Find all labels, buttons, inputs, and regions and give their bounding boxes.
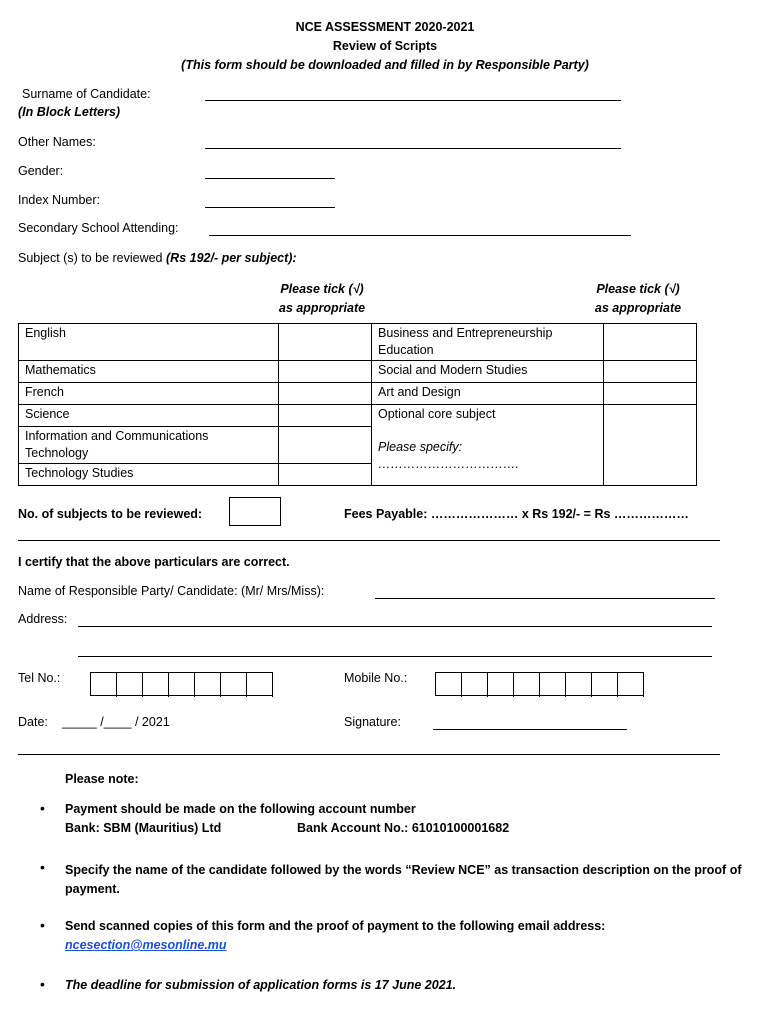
subject-art-design: Art and Design: [372, 383, 604, 405]
tick-optional[interactable]: [604, 405, 697, 486]
tick-art-design[interactable]: [604, 383, 697, 405]
tick-science[interactable]: [279, 405, 372, 427]
gender-label: Gender:: [18, 164, 64, 178]
form-title: NCE ASSESSMENT 2020-2021: [295, 20, 475, 34]
certify-statement: I certify that the above particulars are correct.: [18, 555, 290, 569]
subject-optional: [372, 405, 604, 486]
signature-field[interactable]: [433, 729, 627, 730]
tel-label: Tel No.:: [18, 671, 61, 685]
payment-note: Payment should be made on the following account number: [65, 802, 416, 816]
index-number-label: Index Number:: [18, 193, 100, 207]
bank-name: Bank: SBM (Mauritius) Ltd: [65, 821, 222, 835]
tick-english[interactable]: [279, 324, 372, 361]
bullet-icon: •: [40, 976, 45, 992]
responsible-party-label: Name of Responsible Party/ Candidate: (Mr/ Mrs/Miss):: [18, 584, 325, 598]
email-address[interactable]: ncesection@mesonline.mu: [65, 938, 227, 952]
subject-science: Science: [19, 405, 279, 427]
address-label: Address:: [18, 612, 68, 626]
subject-technology: Technology Studies: [19, 464, 279, 486]
tick-header-right: [578, 280, 698, 318]
tick-ict[interactable]: [279, 427, 372, 464]
divider-2: [18, 754, 720, 755]
subjects-heading: [18, 251, 297, 265]
subject-count-label: No. of subjects to be reviewed:: [18, 507, 203, 521]
date-field[interactable]: _____ /____ / 2021: [62, 715, 170, 729]
subjects-fee: (Rs 192/- per subject):: [166, 251, 297, 265]
address-field-line2[interactable]: [78, 656, 712, 657]
optional-label: Optional core subject: [378, 407, 496, 421]
subjects-table: [18, 323, 697, 486]
subject-business: Business and Entrepreneurship Education: [372, 324, 604, 361]
mobile-field[interactable]: [435, 672, 644, 696]
fees-payable: Fees Payable: ………………… x Rs 192/- = Rs ………………: [344, 507, 689, 521]
subject-social-modern: Social and Modern Studies: [372, 361, 604, 383]
subject-ict: Information and Communications Technology: [19, 427, 279, 464]
tick-header-left-line1: Please tick (√): [280, 282, 364, 296]
bullet-icon: •: [40, 800, 45, 816]
bullet-icon: •: [40, 917, 45, 933]
surname-hint: (In Block Letters): [18, 105, 121, 119]
subject-count-box[interactable]: [229, 497, 281, 526]
deadline-note: The deadline for submission of application forms is 17 June 2021.: [65, 978, 457, 992]
signature-label: Signature:: [344, 715, 401, 729]
notes-title: Please note:: [65, 772, 139, 786]
address-field-line1[interactable]: [78, 626, 712, 627]
other-names-field[interactable]: [205, 148, 621, 149]
divider: [18, 540, 720, 541]
gender-field[interactable]: [205, 178, 335, 179]
tick-header-left: [262, 280, 382, 318]
form-subtitle: Review of Scripts: [332, 39, 438, 53]
index-number-field[interactable]: [205, 207, 335, 208]
email-link[interactable]: [65, 938, 227, 952]
tick-header-right-line1: Please tick (√): [596, 282, 680, 296]
tick-mathematics[interactable]: [279, 361, 372, 383]
school-field[interactable]: [209, 235, 631, 236]
subject-english: English: [19, 324, 279, 361]
bullet-icon: •: [40, 859, 45, 875]
tick-header-right-line2: as appropriate: [594, 301, 682, 315]
send-note: Send scanned copies of this form and the proof of payment to the following email address:: [65, 919, 606, 933]
form-instruction: (This form should be downloaded and filled in by Responsible Party): [181, 58, 589, 72]
responsible-party-field[interactable]: [375, 598, 715, 599]
other-names-label: Other Names:: [18, 135, 96, 149]
date-label: Date:: [18, 715, 48, 729]
tick-social-modern[interactable]: [604, 361, 697, 383]
tel-field[interactable]: [90, 672, 273, 696]
tick-header-left-line2: as appropriate: [278, 301, 366, 315]
school-label: Secondary School Attending:: [18, 221, 179, 235]
mobile-label: Mobile No.:: [344, 671, 408, 685]
optional-specify[interactable]: Please specify: …………………………….: [378, 440, 519, 471]
tick-french[interactable]: [279, 383, 372, 405]
surname-label: Surname of Candidate:: [22, 87, 151, 101]
subjects-label: Subject (s) to be reviewed: [18, 251, 163, 265]
tick-business[interactable]: [604, 324, 697, 361]
subject-mathematics: Mathematics: [19, 361, 279, 383]
tick-technology[interactable]: [279, 464, 372, 486]
specify-note: Specify the name of the candidate followed by the words “Review NCE” as transaction description on the proof of payment.: [65, 863, 742, 896]
bank-account: Bank Account No.: 61010100001682: [297, 821, 510, 835]
surname-field[interactable]: [205, 100, 621, 101]
subject-french: French: [19, 383, 279, 405]
